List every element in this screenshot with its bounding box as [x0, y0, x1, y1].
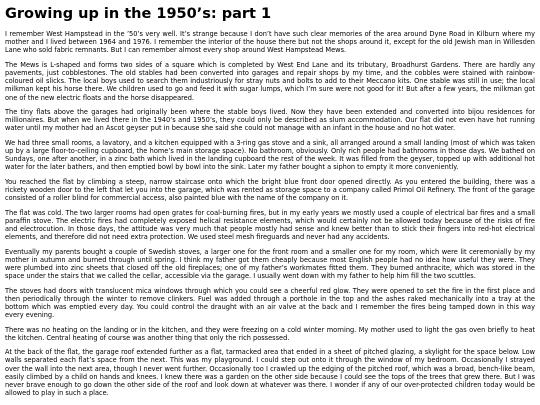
article-title: Growing up in the 1950’s: part 1 — [5, 6, 272, 22]
paragraph-6: The flat was cold. The two larger rooms had open grates for coal-burning fires, but in my early years we mostly used a couple of electrical bar fires and a small paraffin stove. The electric fires had completely exposed helical resistance elements, which would certainly not be allowed today because of the risks of fire and electrocution. In those days, the attitude was very much that people mostly had sense and knew better than to stick their fingers into red-hot electrical elements, and therefore did not need extra protection. We used steel mesh fireguards and never had any accidents. — [5, 208, 535, 242]
paragraph-7: Eventually my parents bought a couple of Swedish stoves, a larger one for the front room and a smaller one for my room, which were lit ceremonially by my mother in autumn and burned through until spring. I think my father got them cheaply because most English people had no idea how useful they were. They were plumbed into zinc sheets that closed off the old fireplaces; one of my father’s workmates fitted them. They burned anthracite, which was stored in the space under the stairs that we called the cellar, accessible via the garage. I usually went down with my father to help him fill the two scuttles. — [5, 247, 535, 281]
paragraph-5: You reached the flat by climbing a steep, narrow staircase onto which the bright blue front door opened directly. As you entered the building, there was a rickety wooden door to the left that let you into the garage, which was rented as storage space to a company called Primol Oil Refinery. The front of the garage consisted of a roller blind for commercial access, also painted blue with the name of the company on it. — [5, 177, 535, 203]
paragraph-2: The Mews is L-shaped and forms two sides of a square which is completed by West End Lane and its tributary, Broadhurst Gardens. There are hardly any pavements, just cobblestones. The old stables had been converted into garages and repair shops by my time, and the cobbles were stained with rainbow-coloured oil slicks. The local boys used to search them industriously for stray nuts and bolts to add to their Meccano kits. One stable was still in use; the local milkman kept his horse there. We children used to go and feed it with sugar lumps, which I’m sure were not good for it! But after a few years, the milkman got one of the new electric floats and the horse disappeared. — [5, 60, 535, 102]
paragraph-10: At the back of the flat, the garage roof extended further as a flat, tarmacked area that ended in a sheet of pitched glazing, a skylight for the space below. Low walls separated each flat’s space from the next. This was my playground. I could step out onto it through the window of my bedroom. Occasionally I strayed over the wall into the next area, though I never went further. Occasionally too I crawled up the edging of the pitched roof, which was a broad, bench-like beam, easily climbed by a child on hands and knees. I knew there was a garden on the other side because I could see the tops of the trees that grew there. But I was never brave enough to go down the other side of the roof and look down at whatever was there. I wonder if any of our over-protected children today would be allowed to play in such a place. — [5, 348, 535, 398]
paragraph-1: I remember West Hampstead in the ’50’s very well. It’s strange because I don’t have such clear memories of the area around Dyne Road in Kilburn where my mother and I lived between 1964 and 1976. I remember the interior of the house there but not the shops around it, except for the old Jewish man in Willesden Lane who sold fabric remnants. But I can remember almost every shop around West Hampstead Mews. — [5, 30, 535, 55]
paragraph-9: There was no heating on the landing or in the kitchen, and they were freezing on a cold winter morning. My mother used to light the gas oven briefly to heat the kitchen. Central heating of course was another thing that only the rich possessed. — [5, 325, 535, 342]
paragraph-8: The stoves had doors with translucent mica windows through which you could see a cheerful red glow. They were opened to set the fire in the first place and then periodically through the winter to remove clinkers. Fuel was added through a porthole in the top and the ashes raked mechanically into a tray at the bottom which was emptied every day. You could control the draught with an air valve at the back and I remember the fires being tamped down in this way every evening. — [5, 286, 535, 320]
article-body — [5, 30, 535, 397]
paragraph-3: The tiny flats above the garages had originally been where the stable boys lived. Now they have been extended and converted into bijou residences for millionaires. But when we lived there in the 1940’s and 1950’s, they could only be described as slum accommodation. Our flat did not even have hot running water until my mother had an Ascot geyser put in because she said she could not manage with an infant in the house and no hot water. — [5, 108, 535, 133]
paragraph-4: We had three small rooms, a lavatory, and a kitchen equipped with a 3-ring gas stove and a sink, all arranged around a small landing (most of which was taken up by a large floor-to-ceiling cupboard, the home’s main storage space). No bathroom, obviously. Only rich people had bathrooms in those days. We bathed on Sundays, one after another, in a zinc bath which lived in the landing cupboard the rest of the week. It was filled from the geyser, topped up with additional hot water for the later bathers, and then emptied bowl by bowl into the sink. Later my father bought a siphon to empty it more conveniently. — [5, 138, 535, 172]
